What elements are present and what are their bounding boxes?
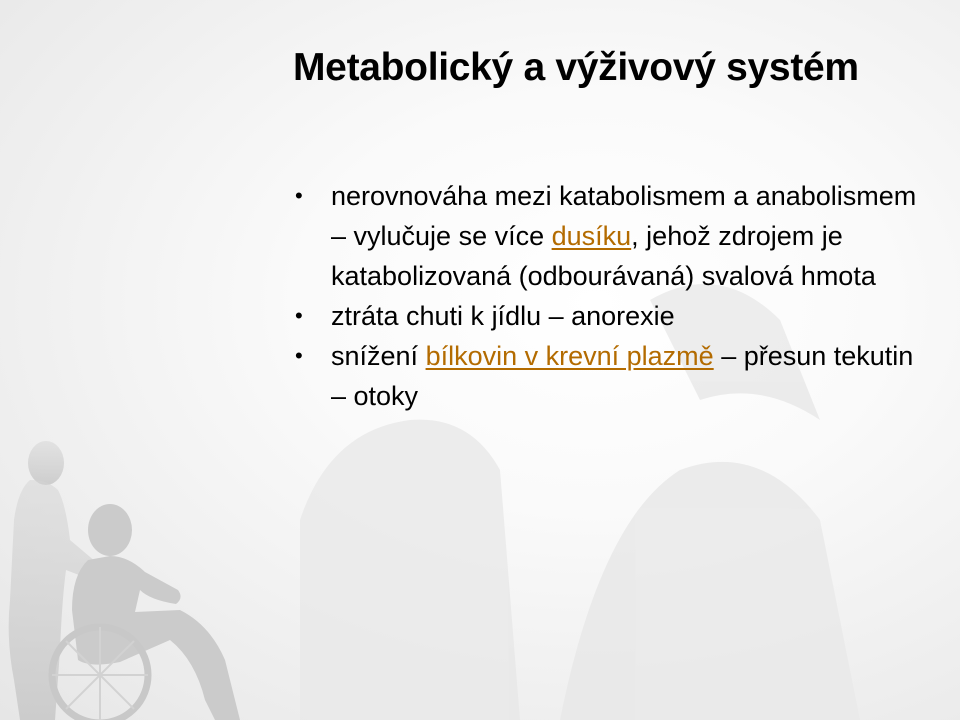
- bullet-text: snížení: [331, 341, 426, 371]
- bullet-text: , jehož zdrojem je katabolizovaná (odbourávaná) svalová hmota: [331, 221, 876, 291]
- bullet-item: [295, 336, 935, 416]
- bullet-text: nerovnováha mezi katabolismem a anabolismem – vylučuje se více: [331, 181, 917, 251]
- bullet-link[interactable]: bílkovin v krevní plazmě: [425, 341, 714, 371]
- bullet-dot-icon: •: [295, 343, 303, 368]
- bullet-text: – přesun tekutin – otoky: [331, 341, 914, 411]
- bullet-item: [295, 296, 935, 336]
- bullet-link[interactable]: dusíku: [551, 221, 632, 251]
- bullet-item: [295, 176, 935, 296]
- bullet-text: ztráta chuti k jídlu – anorexie: [331, 301, 675, 331]
- slide-title: Metabolický a výživový systém: [293, 46, 859, 89]
- bullet-list: [295, 176, 935, 416]
- bullet-dot-icon: •: [295, 183, 303, 208]
- bullet-dot-icon: •: [295, 303, 303, 328]
